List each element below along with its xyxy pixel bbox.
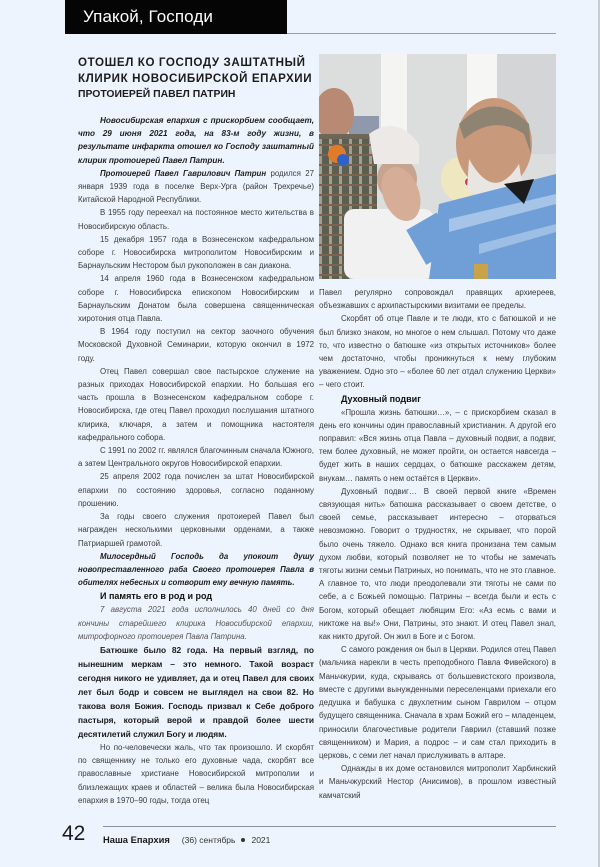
section-rule <box>287 33 556 34</box>
issue-year: 2021 <box>251 834 271 845</box>
prayer-paragraph: Милосердный Господь да упокоит душу новопреставленного раба Своего протоиерея Павла в обителях небесных и сотворит ему вечную память. <box>78 551 314 588</box>
headline-line-2: КЛИРИК НОВОСИБИРСКОЙ ЕПАРХИИ <box>78 72 313 85</box>
priest-photo-illustration <box>319 54 556 279</box>
page-number: 42 <box>62 822 86 845</box>
article-headline <box>78 55 314 103</box>
article-photo <box>319 54 556 279</box>
paragraph-birth-text: родился 27 января 1939 года в поселке Верх-Урга (район Трехречье) Китайской Народной Республики. <box>78 168 314 205</box>
magazine-title: Наша Епархия <box>103 834 170 845</box>
footer-rule <box>103 826 556 827</box>
lead-paragraph: Новосибирская епархия с прискорбием сообщает, что 29 июня 2021 года, на 83-м году жизни, в результате инфаркта отошел ко Господу заштатный клирик протоиерей Павел Патрин. <box>78 116 314 165</box>
paragraph: 14 апреля 1960 года в Вознесенском кафедральном соборе г. Новосибирска епископом Новосибирским и Барнаульским Донатом была совершена священническая хиротония отца Павла. <box>78 274 314 324</box>
paragraph: В 1964 году поступил на сектор заочного обучения Московской Духовной Семинарии, которую окончил в 1972 году. <box>78 327 314 363</box>
paragraph: Скорбят об отце Павле и те люди, кто с батюшкой и не был близко знаком, но многое о нем слышал. Потому что даже то, что известно о батюшке «из открытых источников» более чем достаточно, чтобы проникнуться к нему глубоким уважением. Одно это – «более 60 лет отдал служению Церкви» – чего стоит. <box>319 314 556 390</box>
paragraph: «Прошла жизнь батюшки…», – с прискорбием сказал в день его кончины один православный христианин. А другой его поправил: «Вся жизнь отца Павла – духовный подвиг, а подвиг, тем более духовный, не может пройти, он остается навсегда – будет жить в наших сердцах, о батюшке расскажем детям, внукам… память о нем остаётся в Церкви». <box>319 407 556 483</box>
paragraph: В 1955 году переехал на постоянное место жительства в Новосибирскую область. <box>78 208 314 231</box>
name-highlight: Протоиерей Павел Гаврилович Патрин <box>100 168 267 178</box>
paragraph: 25 апреля 2002 года почислен за штат Новосибирской епархии по состоянию здоровья, согласно поданному прошению. <box>78 472 314 508</box>
bullet-icon <box>241 838 245 842</box>
headline-line-1: ОТОШЕЛ КО ГОСПОДУ ЗАШТАТНЫЙ <box>78 56 306 69</box>
section-title: Упакой, Господи <box>83 7 213 26</box>
paragraph: 15 декабря 1957 года в Вознесенском кафедральном соборе г. Новосибирска митрополитом Новосибирским и Барнаульским Нестором был рукоположен в сан диакона. <box>78 234 314 271</box>
paragraph-birth <box>78 167 314 207</box>
paragraph: С самого рождения он был в Церкви. Родился отец Павел (мальчика нарекли в честь преподобного Павла Фивейского) в Маньчжурии, куда, скрываясь от большевистского произвола, вместе с другими вынужденными переселенцами приехали его дедушка и бабушка с двухлетним сыном Гаврилом – отцом будущего священника. Сначала в храм Божий его – младенцем, приносили благочестивые родители Гавриил (ставший позже священником) и Мария, а подрос – и сам стал приходить в церковь, с семи лет начал прислуживать в алтаре. <box>319 645 556 760</box>
footer-info <box>103 834 270 845</box>
subheading-spiritual-feat: Духовный подвиг <box>341 393 421 404</box>
paragraph: С 1991 по 2002 гг. являлся благочинным сначала Южного, а затем Центрального округов Новосибирской епархии. <box>78 446 314 469</box>
paragraph: Однажды в их доме остановился митрополит Харбинский и Маньчжурский Нестор (Анисимов), в прошлом известный камчатский <box>319 764 556 800</box>
paragraph: Но по-человечески жаль, что так произошло. И скорбят по священнику не только его духовные чада, скорбят все православные христиане Новосибирской митрополии и близлежащих краев и областей – велика была Новосибирская епархия в 1970–90 годы, тогда отец <box>78 742 314 805</box>
section-title-bar <box>65 0 287 34</box>
bold-paragraph: Батюшке было 82 года. На первый взгляд, по нынешним меркам – это немного. Такой возраст сегодня никого не удивляет, да и отец Павел для своих лет был бодр и совсем не выглядел на свои 82. Но такова воля Божия. Господь призвал к Себе доброго пастыря, который верой и правдой более шести десятилетий служил Богу и людям. <box>78 644 314 739</box>
subheading-memory: И память его в род и род <box>100 591 213 602</box>
paragraph: За годы своего служения протоиерей Павел был награжден несколькими церковными орденами, а также Патриаршей грамотой. <box>78 512 314 548</box>
paragraph: Отец Павел совершал свое пастырское служение на разных приходах Новосибирской епархии. Но большая его часть прошла в Вознесенском кафедральном соборе г. Новосибирска, где отец Павел проходил послушания штатного клирика, ключаря, а затем и помощника настоятеля кафедрального собора. <box>78 366 314 442</box>
article-column-right <box>319 286 556 802</box>
headline-line-3: ПРОТОИЕРЕЙ ПАВЕЛ ПАТРИН <box>78 89 236 100</box>
paragraph: Павел регулярно сопровождал правящих архиереев, объезжавших с архипастырскими визитами ее пределы. <box>319 288 556 311</box>
paragraph: Духовный подвиг… В своей первой книге «Времен связующая нить» батюшка рассказывает о своем детстве, о своей семье, рассказывает интересно – оторваться невозможно. Говорит о трудностях, не скрывает, что порой было очень тяжело. Однако вся книга пронизана тем самым духом любви, который позволяет не то чтобы не замечать тяготы жизни семьи Патриных, но понимать, что не это главное. А главное то, что люди преодолевали эти тяготы не сами по себе, а с Божьей помощью. Патрины – всегда были и есть с Богом, который обещает любящим Его: «Аз есмь с вами и никтоже на вы!» Они, Патрины, это знают. И отец Павел знал, как никто другой. Он жил в Боге и с Богом. <box>319 486 556 642</box>
intro-paragraph: 7 августа 2021 года исполнилось 40 дней со дня кончины старейшего клирика Новосибирской епархии, митрофорного протоиерея Павла Патрина. <box>78 605 314 641</box>
issue-label: (36) сентябрь <box>181 834 236 845</box>
article-column-left <box>78 114 314 807</box>
